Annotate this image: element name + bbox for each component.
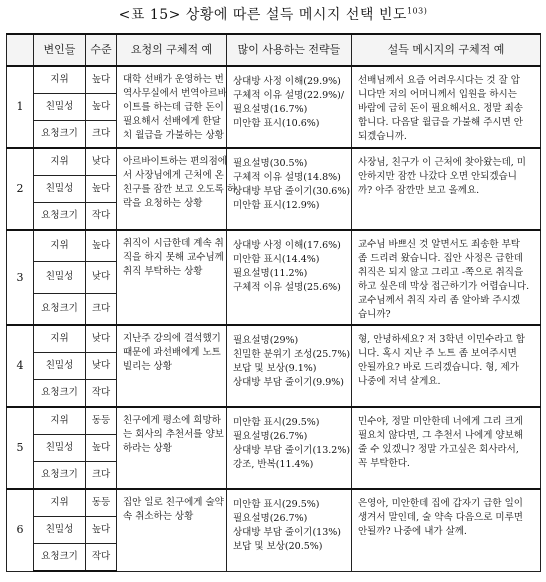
variable-level: 작다 — [86, 203, 117, 231]
row-number: 2 — [7, 148, 34, 230]
strategy-line: 상대방 부담 줄이기(13%) — [233, 527, 341, 538]
variable-level: 높다 — [86, 176, 117, 203]
variable-name: 요청크기 — [34, 380, 86, 408]
situation-line: 역사무실에서 번역아르바 — [123, 88, 227, 99]
strategy-line: 친밀한 분위기 조성(25.7%) — [233, 349, 351, 360]
message-line: 은영아, 미안한데 집에 갑자기 급한 일이 — [358, 498, 523, 509]
header-strategies: 많이 사용하는 전략들 — [227, 34, 352, 66]
message-line: 형, 안녕하세요? 저 3학년 이민수라고 합 — [358, 334, 525, 345]
header-row — [7, 34, 541, 66]
variable-name: 친밀성 — [34, 176, 86, 203]
situation-line: 치 월급을 가불하는 상황 — [123, 130, 224, 141]
variable-level: 낮다 — [86, 262, 117, 293]
variable-name: 친밀성 — [34, 353, 86, 380]
variable-level: 동등 — [86, 407, 117, 435]
variable-name: 요청크기 — [34, 121, 86, 149]
strategy-line: 상대방 사정 이해(17.6%) — [233, 240, 341, 251]
strategy-line: 필요설명(29%) — [233, 335, 299, 346]
message-line: 안하지만 잠깐 나갔다 오면 안되겠습니 — [358, 171, 517, 182]
strategy-line: 필요설명(30.5%) — [233, 158, 308, 169]
message-line: 교수님 바쁘신 것 알면서도 죄송한 부탁 — [358, 239, 520, 250]
variable-level: 낮다 — [86, 148, 117, 176]
strategy-line: 필요설명(11.2%) — [233, 268, 308, 279]
variable-name: 지위 — [34, 407, 86, 435]
message-line: 되겠습니까. — [358, 131, 407, 142]
message-line: 안될까요? 바로 드리겠습니다. 형, 제가 — [358, 362, 519, 373]
request-situation — [117, 325, 227, 407]
variable-name: 친밀성 — [34, 94, 86, 121]
message-example — [352, 66, 541, 148]
situation-line: 때문에 과선배에게 노트 — [123, 347, 221, 358]
variable-name: 친밀성 — [34, 517, 86, 544]
strategy-list — [227, 489, 352, 571]
strategy-list — [227, 66, 352, 148]
message-line: 바람에 급히 돈이 필요해서요. 정말 죄송 — [358, 103, 523, 114]
situation-line: 필요해서 선배에게 한달 — [123, 116, 221, 127]
request-situation — [117, 407, 227, 489]
variable-level: 낮다 — [86, 325, 117, 353]
message-line: 줄 수 있겠니? 정말 가고싶은 회사라서, — [358, 444, 519, 455]
variable-level: 높다 — [86, 66, 117, 94]
table-body — [7, 66, 541, 571]
strategy-line: 필요설명(16.7%) — [233, 104, 308, 115]
variable-name: 지위 — [34, 489, 86, 517]
message-example — [352, 325, 541, 407]
table-row — [7, 325, 541, 353]
strategy-line: 상대방 부담 줄이기(30.6%) — [233, 186, 351, 197]
table-row — [7, 66, 541, 94]
message-example — [352, 489, 541, 571]
table-row — [7, 230, 541, 262]
variable-level: 동등 — [86, 489, 117, 517]
situation-line: 락을 요청하는 상황 — [123, 198, 203, 209]
row-number: 1 — [7, 66, 34, 148]
request-situation — [117, 230, 227, 325]
variable-name: 요청크기 — [34, 293, 86, 325]
message-example — [352, 230, 541, 325]
strategy-line: 보답 및 보상(20.5%) — [233, 541, 323, 552]
message-line: 좀 드리려 왔습니다. 집안 사정은 급한데 — [358, 253, 523, 264]
variable-level: 높다 — [86, 94, 117, 121]
table-row — [7, 407, 541, 435]
strategy-list — [227, 148, 352, 230]
message-line: 사장님, 친구가 이 근처에 찾아왔는데, 미 — [358, 157, 526, 168]
request-situation — [117, 489, 227, 571]
caption-text: <표 15> 상황에 따른 설득 메시지 선택 빈도 — [118, 7, 407, 23]
message-line: 하고 싶은데 막상 접근하기가 어렵습니다. — [358, 281, 530, 292]
row-number: 5 — [7, 407, 34, 489]
caption-footnote: 103) — [406, 6, 428, 16]
strategy-line: 강조, 반복(11.4%) — [233, 459, 314, 470]
message-line: 안될까? 나중에 내가 살께. — [358, 526, 467, 537]
header-request-example: 요청의 구체적 예 — [117, 34, 227, 66]
message-line: 습니까? — [358, 309, 391, 320]
table-caption — [0, 4, 546, 24]
strategy-line: 미안함 표시(10.6%) — [233, 118, 320, 129]
variable-name: 요청크기 — [34, 462, 86, 490]
row-number: 4 — [7, 325, 34, 407]
header-level: 수준 — [86, 34, 117, 66]
variable-name: 요청크기 — [34, 544, 86, 572]
strategy-line: 상대방 사정 이해(29.9%) — [233, 76, 341, 87]
situation-line: 는 회사의 추천서를 양보 — [123, 429, 224, 440]
variable-name: 친밀성 — [34, 262, 86, 293]
strategy-line: 구체적 이유 설명(25.6%) — [233, 282, 341, 293]
message-line: 까? 아주 잠깐만 보고 올께요. — [358, 185, 480, 196]
situation-line: 취직이 시급한데 계속 취 — [123, 238, 224, 249]
situation-line: 직을 하지 못해 교수님께 — [123, 252, 224, 263]
situation-line: 친구를 잠깐 보고 오도록 허 — [123, 184, 237, 195]
request-situation — [117, 66, 227, 148]
strategy-line: 상대방 부담 줄이기(13.2%) — [233, 445, 351, 456]
message-line: 니다만 저의 어머니께서 입원을 하시는 — [358, 89, 517, 100]
strategy-line: 미안함 표시(12.9%) — [233, 200, 320, 211]
persuasion-strategy-table — [6, 33, 541, 572]
variable-level: 작다 — [86, 380, 117, 408]
situation-line: 취직 부탁하는 상황 — [123, 266, 203, 277]
message-line: 합니다. 다음달 월급을 가불해 주시면 안 — [358, 117, 523, 128]
header-variables: 변인들 — [34, 34, 86, 66]
strategy-line: 필요설명(26.7%) — [233, 513, 308, 524]
strategy-list — [227, 230, 352, 325]
variable-level: 높다 — [86, 517, 117, 544]
message-line: 생겨서 말인데, 술 약속 다음으로 미루면 — [358, 512, 523, 523]
header-number — [7, 34, 34, 66]
message-line: 꼭 부탁한다. — [358, 458, 410, 469]
message-line: 니다. 혹시 지난 주 노트 좀 보여주시면 — [358, 348, 517, 359]
situation-line: 이트를 하는데 급한 돈이 — [123, 102, 224, 113]
strategy-list — [227, 407, 352, 489]
strategy-line: 상대방 부담 줄이기(9.9%) — [233, 377, 345, 388]
strategy-line: 미안함 표시(14.4%) — [233, 254, 320, 265]
variable-name: 요청크기 — [34, 203, 86, 231]
variable-level: 높다 — [86, 230, 117, 262]
situation-line: 하라는 상황 — [123, 443, 172, 454]
situation-line: 집안 일로 친구에게 술약 — [123, 497, 224, 508]
strategy-line: 구체적 이유 설명(22.9%)/ — [233, 90, 345, 101]
strategy-line: 필요설명(26.7%) — [233, 431, 308, 442]
request-situation — [117, 148, 237, 230]
situation-line: 빌리는 상황 — [123, 361, 172, 372]
variable-name: 지위 — [34, 148, 86, 176]
row-number: 3 — [7, 230, 34, 325]
strategy-list — [227, 325, 352, 407]
strategy-line: 미안함 표시(29.5%) — [233, 499, 320, 510]
strategy-line: 보답 및 보상(9.1%) — [233, 363, 317, 374]
situation-line: 지난주 강의에 결석했기 — [123, 333, 221, 344]
message-line: 취직은 되지 않고 그리고 -쪽으로 취직을 — [358, 267, 524, 278]
message-line: 교수님께서 취직 자리 좀 알아봐 주시겠 — [358, 295, 520, 306]
variable-name: 지위 — [34, 325, 86, 353]
variable-name: 지위 — [34, 230, 86, 262]
variable-level: 낮다 — [86, 353, 117, 380]
variable-level: 크다 — [86, 293, 117, 325]
variable-name: 친밀성 — [34, 435, 86, 462]
strategy-line: 구체적 이유 설명(14.8%) — [233, 172, 341, 183]
table-row — [7, 489, 541, 517]
row-number: 6 — [7, 489, 34, 571]
situation-line: 아르바이트하는 편의점에 — [123, 156, 227, 167]
message-line: 선배님께서 요즘 어려우시다는 것 잘 압 — [358, 75, 520, 86]
situation-line: 서 사장님에게 근처에 온 — [123, 170, 224, 181]
message-line: 나중에 저녁 살게요. — [358, 376, 441, 387]
message-line: 민수야, 정말 미안한데 너에게 그리 크게 — [358, 416, 523, 427]
variable-level: 크다 — [86, 462, 117, 490]
variable-level: 크다 — [86, 121, 117, 149]
variable-level: 높다 — [86, 435, 117, 462]
message-example — [352, 407, 541, 489]
variable-name: 지위 — [34, 66, 86, 94]
situation-line: 대학 선배가 운영하는 번 — [123, 74, 224, 85]
message-example — [352, 148, 541, 230]
situation-line: 친구에게 평소에 희망하 — [123, 415, 221, 426]
table-row — [7, 148, 541, 176]
strategy-line: 미안함 표시(29.5%) — [233, 417, 320, 428]
message-line: 필요치 않다면, 그 추천서 나에게 양보해 — [358, 430, 523, 441]
variable-level: 작다 — [86, 544, 117, 572]
situation-line: 속 취소하는 상황 — [123, 511, 194, 522]
header-message-example: 설득 메시지의 구체적 예 — [352, 34, 541, 66]
